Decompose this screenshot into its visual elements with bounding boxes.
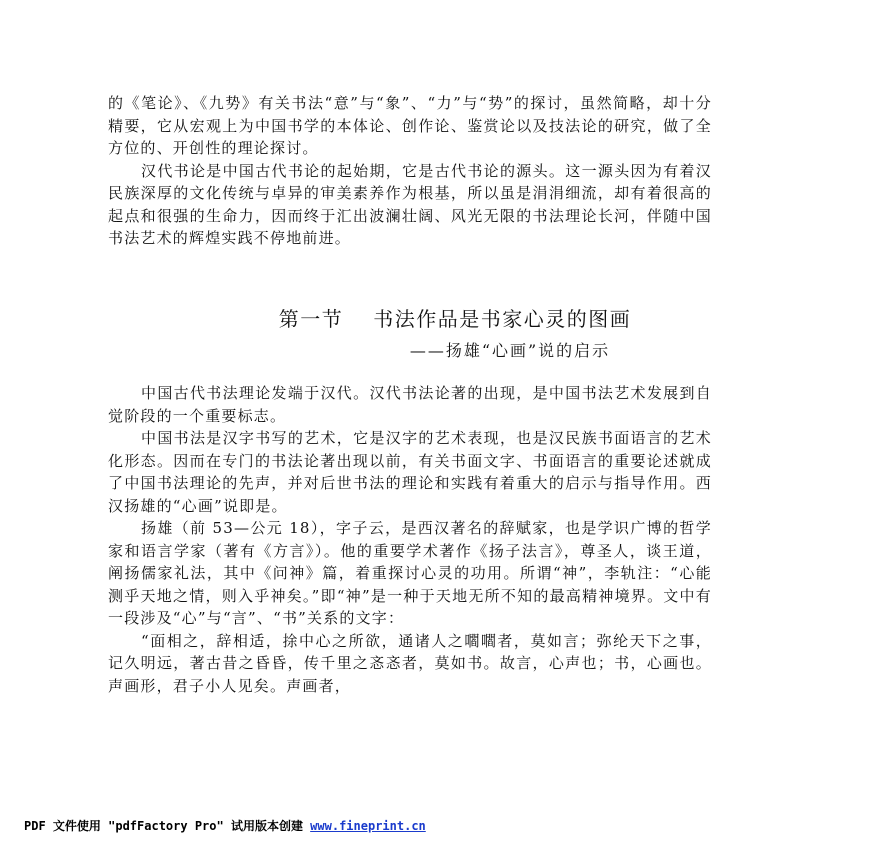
section-number: 第一节 bbox=[278, 307, 344, 331]
section-heading bbox=[0, 303, 870, 361]
footer-text: PDF 文件使用 "pdfFactory Pro" 试用版本创建 bbox=[24, 819, 311, 833]
paragraph-han-dynasty-theory: 汉代书论是中国古代书论的起始期，它是古代书论的源头。这一源头因为有着汉民族深厚的文化传统与卓异的审美素养作为根基，所以虽是涓涓细流，却有着很高的起点和很强的生命力，因而终于汇出波澜壮阔、风光无限的书法理论长河，伴随中国书法艺术的辉煌实践不停地前进。 bbox=[108, 161, 712, 247]
paragraph-yang-xiong: 扬雄（前 53—公元 18），字子云，是西汉著名的辞赋家，也是学识广博的哲学家和语言学家（著有《方言》）。他的重要学术著作《扬子法言》，尊圣人，谈王道，阐扬儒家礼法，其中《问神》篇，着重探讨心灵的功用。所谓“神”，李轨注：“心能测乎天地之情，则入乎神矣。”即“神”是一种于天地无所不知的最高精神境界。文中有一段涉及“心”与“言”、“书”关系的文字： bbox=[108, 519, 712, 627]
section-subtitle: ——扬雄“心画”说的启示 bbox=[409, 341, 611, 360]
paragraph-quotation: “面相之，辞相适，捈中心之所欲，通诸人之嚪嚪者，莫如言；弥纶天下之事，记久明远，著古昔之昏昏，传千里之忞忞者，莫如书。故言，心声也；书，心画也。声画形，君子小人见矣。声画者， bbox=[108, 631, 712, 695]
section-title-text: 书法作品是书家心灵的图画 bbox=[373, 307, 632, 331]
paragraph-chinese-calligraphy: 中国书法是汉字书写的艺术，它是汉字的艺术表现，也是汉民族书面语言的艺术化形态。因而在专门的书法论著出现以前，有关书面文字、书面语言的重要论述就成了中国书法理论的先声，并对后世书法的理论和实践有着重大的启示与指导作用。西汉扬雄的“心画”说即是。 bbox=[108, 429, 712, 515]
footer-link[interactable]: www.fineprint.cn bbox=[310, 819, 426, 833]
section-title bbox=[0, 303, 870, 332]
pdf-footer bbox=[24, 817, 426, 834]
top-text-block bbox=[108, 92, 712, 250]
paragraph-origin: 中国古代书法理论发端于汉代。汉代书法论著的出现，是中国书法艺术发展到自觉阶段的一个重要标志。 bbox=[108, 384, 712, 425]
body-text-block bbox=[108, 382, 712, 697]
paragraph-continued: 的《笔论》、《九势》有关书法“意”与“象”、“力”与“势”的探讨，虽然简略，却十分精要，它从宏观上为中国书学的本体论、创作论、鉴赏论以及技法论的研究，做了全方位的、开创性的理论探讨。 bbox=[108, 94, 712, 157]
